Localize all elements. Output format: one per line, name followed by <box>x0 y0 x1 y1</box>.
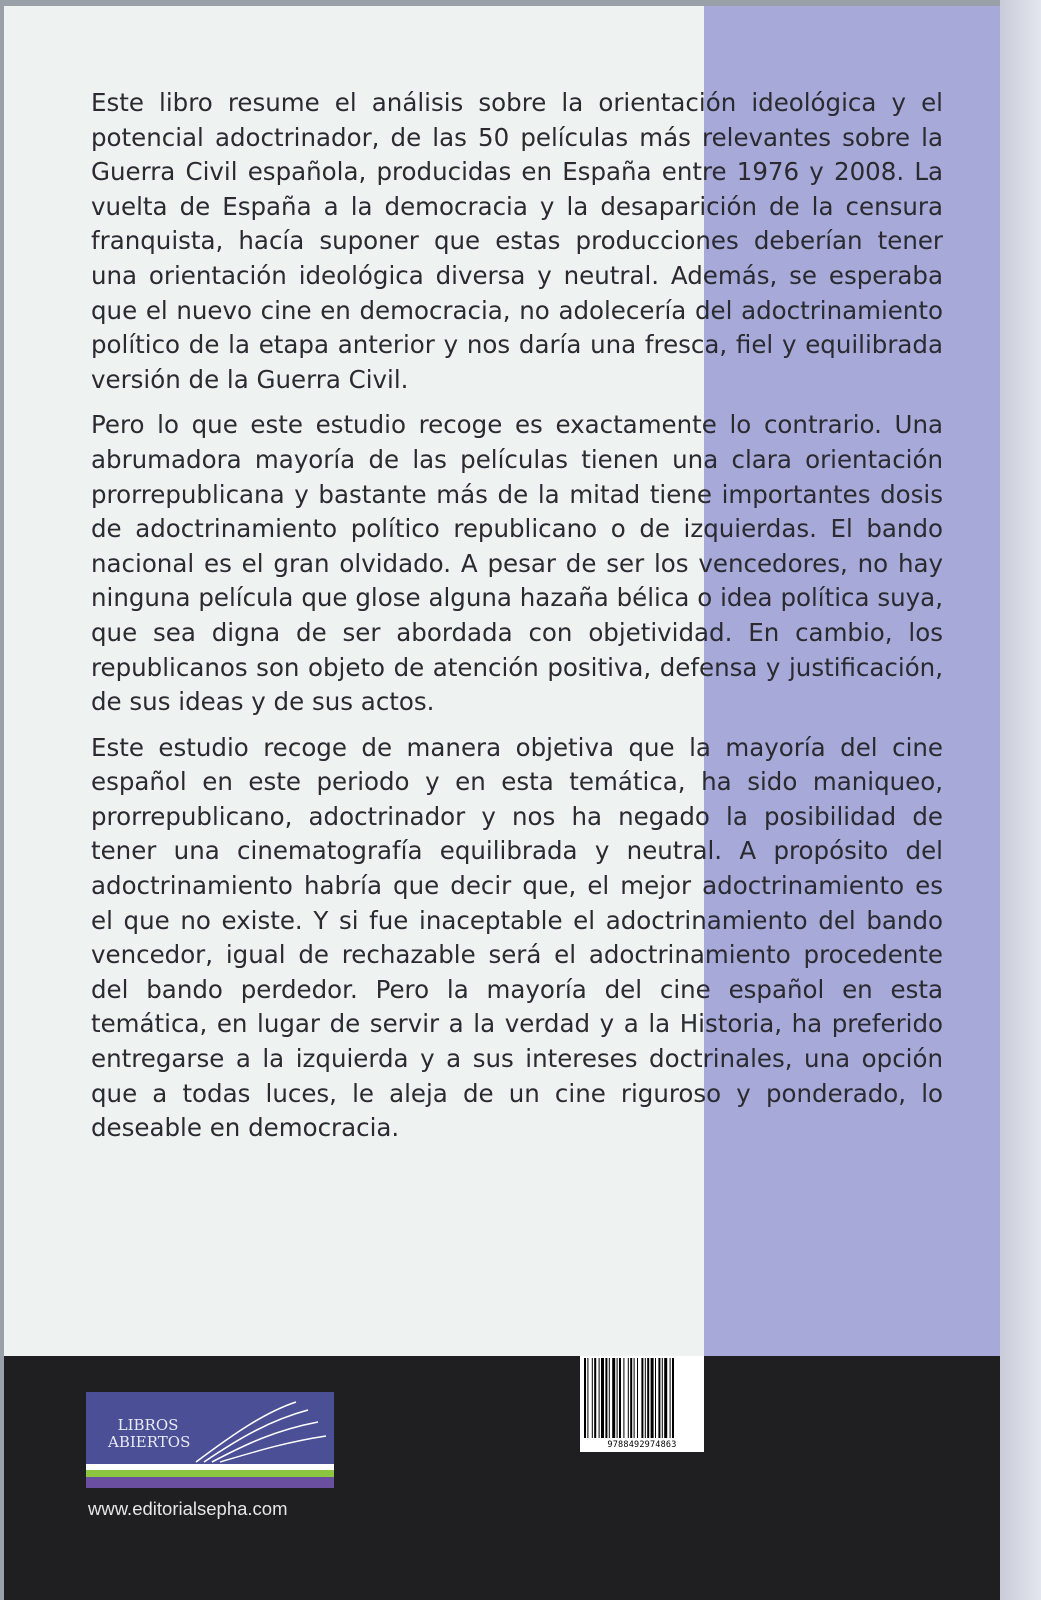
cover-edge <box>1000 0 1041 1600</box>
back-cover-blurb <box>91 86 943 1157</box>
blurb-paragraph-1: Este libro resume el análisis sobre la orientación ideológica y el potencial adoctrinador, de las 50 películas más relevantes sobre la Guerra Civil española, producidas en España entre 1976 y 2008. La vuelta de España a la democracia y la desaparición de la censura franquista, hacía suponer que estas producciones deberían tener una orientación ideológica diversa y neutral. Además, se esperaba que el nuevo cine en democracia, no adolecería del adoctrinamiento político de la etapa anterior y nos daría una fresca, fiel y equilibrada versión de la Guerra Civil. <box>91 88 943 394</box>
blurb-paragraph-3: Este estudio recoge de manera objetiva que la mayoría del cine español en este periodo y en esta temática, ha sido maniqueo, prorrepublicano, adoctrinador y nos ha negado la posibilidad de tener una cinematografía equilibrada y neutral. A propósito del adoctrinamiento habría que decir que, el mejor adoctrinamiento es el que no existe. Y si fue inaceptable el adoctrinamiento del bando vencedor, igual de rechazable será el adoctrinamiento procedente del bando perdedor. Pero la mayoría del cine español en esta temática, en lugar de servir a la verdad y a la Historia, ha preferido entregarse a la izquierda y a sus intereses doctrinales, una opción que a todas luces, le aleja de un cine riguroso y ponderado, lo deseable en democracia. <box>91 732 943 1143</box>
logo-line-2: ABIERTOS <box>108 1433 191 1451</box>
back-cover <box>4 6 1000 1600</box>
blurb-paragraph-2: Pero lo que este estudio recoge es exactamente lo contrario. Una abrumadora mayoría de las películas tienen una clara orientación prorrepublicana y bastante más de la mitad tiene importantes dosis de adoctrinamiento político republicano o de izquierdas. El bando nacional es el gran olvidado. A pesar de ser los vencedores, no hay ninguna película que glose alguna hazaña bélica o idea política suya, que sea digna de ser abordada con objetividad. En cambio, los republicanos son objeto de atención positiva, defensa y justificación, de sus ideas y de sus actos. <box>91 410 943 717</box>
logo-purple-stripe <box>86 1477 334 1488</box>
barcode <box>580 1356 704 1452</box>
barcode-bars <box>584 1358 700 1438</box>
logo-line-1: LIBROS <box>117 1416 179 1434</box>
publisher-url: www.editorialsepha.com <box>88 1498 288 1519</box>
publisher-logo <box>86 1392 334 1488</box>
logo-green-stripe <box>86 1470 334 1477</box>
isbn-number: 9788492974863 <box>607 1440 677 1450</box>
bottom-bar <box>4 1356 1000 1600</box>
